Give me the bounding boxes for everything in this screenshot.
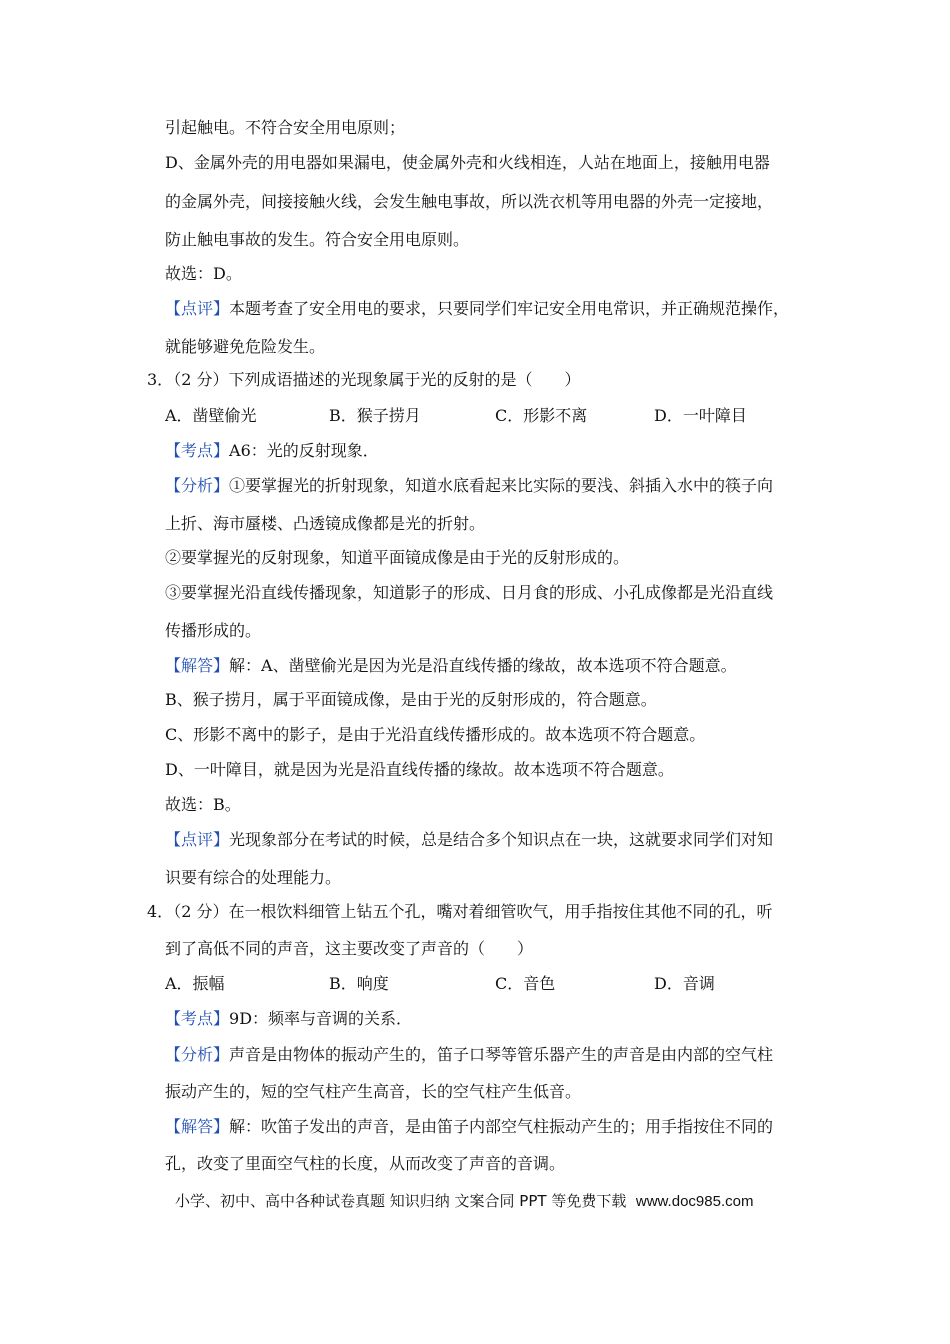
point-tag: 【考点】 bbox=[165, 1009, 230, 1028]
answer-text: 解：A、凿壁偷光是因为光是沿直线传播的缘故，故本选项不符合题意。 bbox=[229, 656, 737, 675]
answer-tag: 【解答】 bbox=[165, 1117, 230, 1136]
analysis-line: 振动产生的，短的空气柱产生高音，长的空气柱产生低音。 bbox=[165, 1082, 582, 1101]
prev-select-line: 故选：D。 bbox=[165, 264, 242, 283]
analysis-line: 上折、海市蜃楼、凸透镜成像都是光的折射。 bbox=[165, 514, 486, 533]
question-4-point bbox=[165, 1009, 412, 1029]
page-footer bbox=[175, 1191, 753, 1212]
option-c: C．形影不离 bbox=[495, 406, 588, 425]
option-c: C．音色 bbox=[495, 974, 556, 993]
question-number: 4． bbox=[147, 902, 174, 921]
review-text: 本题考查了安全用电的要求，只要同学们牢记安全用电常识，并正确规范操作， bbox=[229, 299, 790, 318]
point-text: 9D：频率与音调的关系． bbox=[229, 1009, 413, 1028]
analysis-tag: 【分析】 bbox=[165, 1045, 230, 1064]
prev-review-line bbox=[165, 299, 789, 319]
answer-text: 解：吹笛子发出的声音，是由笛子内部空气柱振动产生的；用手指按住不同的 bbox=[229, 1117, 774, 1136]
select-line: 故选：B。 bbox=[165, 795, 241, 814]
option-b: B．响度 bbox=[329, 974, 389, 993]
point-tag: 【考点】 bbox=[165, 441, 230, 460]
option-a: A．振幅 bbox=[165, 974, 225, 993]
review-text: 光现象部分在考试的时候，总是结合多个知识点在一块，这就要求同学们对知 bbox=[229, 830, 774, 849]
question-stem: （2 分）下列成语描述的光现象属于光的反射的是（ ） bbox=[173, 370, 581, 389]
question-stem-line: 到了高低不同的声音，这主要改变了声音的（ ） bbox=[165, 939, 534, 958]
analysis-text: ①要掌握光的折射现象，知道水底看起来比实际的要浅、斜插入水中的筷子向 bbox=[229, 476, 774, 495]
question-4-analysis bbox=[165, 1045, 773, 1065]
point-text: A6：光的反射现象． bbox=[229, 441, 379, 460]
question-4-stem bbox=[147, 902, 772, 922]
question-3-point bbox=[165, 441, 379, 461]
review-tag: 【点评】 bbox=[165, 299, 230, 318]
analysis-line: ③要掌握光沿直线传播现象，知道影子的形成、日月食的形成、小孔成像都是光沿直线 bbox=[165, 583, 774, 602]
question-3-answer bbox=[165, 656, 737, 676]
prev-text-line: 防止触电事故的发生。符合安全用电原则。 bbox=[165, 230, 470, 249]
question-3-review bbox=[165, 830, 773, 850]
answer-tag: 【解答】 bbox=[165, 656, 230, 675]
review-tag: 【点评】 bbox=[165, 830, 230, 849]
option-d: D．一叶障目 bbox=[654, 406, 747, 425]
question-4-answer bbox=[165, 1117, 773, 1137]
question-3-analysis bbox=[165, 476, 773, 496]
review-line: 识要有综合的处理能力。 bbox=[165, 868, 342, 887]
prev-text-line: D、金属外壳的用电器如果漏电，使金属外壳和火线相连，人站在地面上，接触用电器 bbox=[165, 153, 770, 172]
option-a: A．凿壁偷光 bbox=[165, 406, 257, 425]
question-number: 3． bbox=[147, 370, 174, 389]
option-b: B．猴子捞月 bbox=[329, 406, 421, 425]
question-stem: （2 分）在一根饮料细管上钻五个孔，嘴对着细管吹气，用手指按住其他不同的孔，听 bbox=[173, 902, 773, 921]
answer-line: C、形影不离中的影子，是由于光沿直线传播形成的。故本选项不符合题意。 bbox=[165, 725, 706, 744]
option-d: D．音调 bbox=[654, 974, 715, 993]
prev-text-line: 的金属外壳，间接接触火线，会发生触电事故，所以洗衣机等用电器的外壳一定接地， bbox=[165, 192, 774, 211]
answer-line: D、一叶障目，就是因为光是沿直线传播的缘故。故本选项不符合题意。 bbox=[165, 760, 674, 779]
analysis-tag: 【分析】 bbox=[165, 476, 230, 495]
answer-line: B、猴子捞月，属于平面镜成像，是由于光的反射形成的，符合题意。 bbox=[165, 690, 657, 709]
footer-text: 小学、初中、高中各种试卷真题 知识归纳 文案合同 PPT 等免费下载 bbox=[175, 1192, 627, 1210]
analysis-line: ②要掌握光的反射现象，知道平面镜成像是由于光的反射形成的。 bbox=[165, 548, 630, 567]
answer-line: 孔，改变了里面空气柱的长度，从而改变了声音的音调。 bbox=[165, 1154, 566, 1173]
footer-link[interactable]: www.doc985.com bbox=[635, 1193, 754, 1210]
prev-review-line: 就能够避免危险发生。 bbox=[165, 337, 326, 356]
question-3-stem bbox=[147, 370, 580, 390]
analysis-line: 传播形成的。 bbox=[165, 621, 262, 640]
prev-text-line: 引起触电。不符合安全用电原则； bbox=[165, 118, 406, 137]
analysis-text: 声音是由物体的振动产生的，笛子口琴等管乐器产生的声音是由内部的空气柱 bbox=[229, 1045, 774, 1064]
